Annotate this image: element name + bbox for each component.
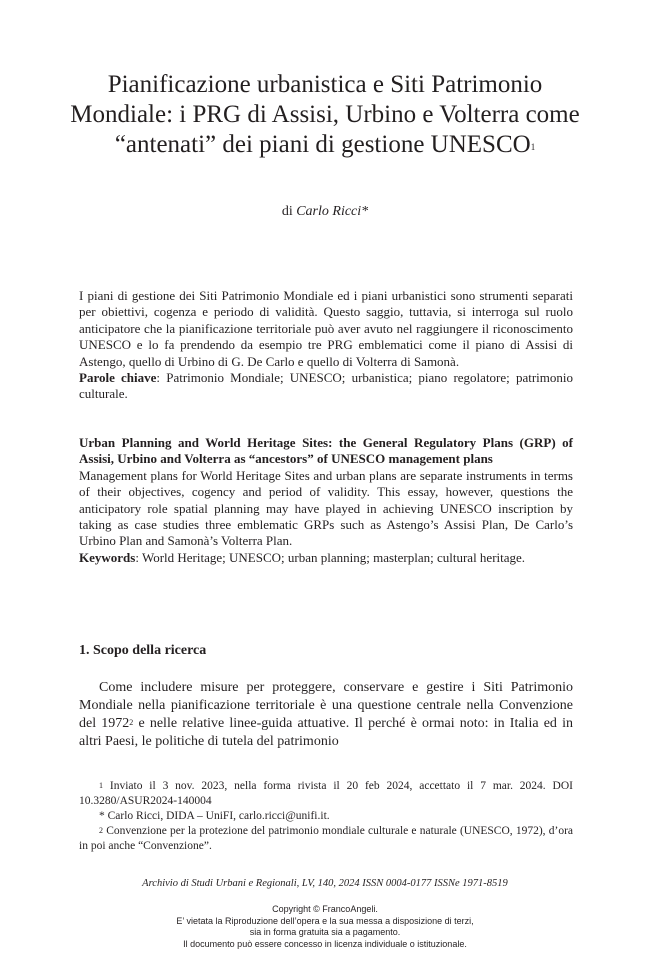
abstract-it-text: I piani di gestione dei Siti Patrimonio Mondiale ed i piani urbanistici sono strumenti separati per obiettivi, cogenza e periodo di validità. Questo saggio, tuttavia, si interroga sul ruolo anticipatore che la pianificazione territoriale può aver avuto nel raggiungere il riconoscimento UNESCO e lo fa prendendo da esempio tre PRG emblematici come il piano di Assisi di Astengo, quello di Urbino di G. De Carlo e quello di Volterra di Samonà. [79, 288, 573, 369]
section-heading: 1. Scopo della ricerca [79, 643, 207, 658]
copyright-line: Copyright © FrancoAngeli. [272, 904, 378, 914]
footnotes [79, 779, 573, 854]
footnote-2-number: 2 [99, 826, 103, 835]
copyright-line: E’ vietata la Riproduzione dell’opera e la sua messa a disposizione di terzi, [176, 915, 474, 926]
article-title-text: Pianificazione urbanistica e Siti Patrimonio Mondiale: i PRG di Assisi, Urbino e Volterra come “antenati” dei piani di gestione UNESCO [70, 71, 580, 158]
keywords-it: : Patrimonio Mondiale; UNESCO; urbanistica; piano regolatore; patrimonio culturale. [79, 370, 573, 402]
body-text-after: e nelle relative linee-guida attuative. Il perché è ormai noto: in Italia ed in altri Paesi, le politiche di tutela del patrimonio [79, 716, 573, 749]
title-footnote-ref[interactable]: 1 [530, 142, 536, 152]
byline [0, 204, 650, 220]
journal-citation: Archivio di Studi Urbani e Regionali, LV, 140, 2024 ISSN 0004-0177 ISSNe 1971-8519 [142, 878, 508, 889]
author-name: Carlo Ricci* [296, 204, 369, 219]
footnote-author: * Carlo Ricci, DIDA – UniFI, carlo.ricci@unifi.it. [99, 810, 330, 822]
footnote-1-number: 1 [99, 781, 103, 790]
abstract-italian [79, 288, 573, 403]
body-text-before: Come includere misure per proteggere, conservare e gestire i Siti Patrimonio Mondiale nella pianificazione territoriale è una questione centrale nella Convenzione del 1972 [79, 680, 573, 731]
footnote-2 [79, 824, 573, 854]
abstract-english [79, 435, 573, 566]
keywords-en: : World Heritage; UNESCO; urban planning; masterplan; cultural heritage. [135, 549, 526, 565]
footnote-1 [79, 779, 573, 809]
english-title: Urban Planning and World Heritage Sites: the General Regulatory Plans (GRP) of Assisi, Urbino and Volterra as “ancestors” of UNESCO management plans [79, 435, 573, 467]
byline-prefix: di [281, 204, 293, 219]
abstract-en-text: Management plans for World Heritage Sites and urban plans are separate instruments in terms of their objectives, cogency and period of validity. This essay, however, questions the anticipatory role spatial planning may have played in achieving UNESCO inscription by taking as case studies three emblematic GRPs such as Astengo’s Assisi Plan, De Carlo’s Urbino Plan and Samonà’s Volterra Plan. [79, 467, 573, 549]
footnote-1-text: Inviato il 3 nov. 2023, nella forma rivista il 20 feb 2024, accettato il 7 mar. 2024. DOI 10.3280/ASUR2024-140004 [79, 780, 573, 807]
article-title [70, 70, 580, 160]
footnote-ref-2[interactable]: 2 [129, 718, 134, 727]
copyright-notice [0, 904, 650, 950]
copyright-line: sia in forma gratuita sia a pagamento. [249, 927, 401, 937]
keywords-it-label: Parole chiave [79, 370, 157, 386]
keywords-en-label: Keywords [79, 549, 136, 565]
footnote-2-text: Convenzione per la protezione del patrimonio mondiale culturale e naturale (UNESCO, 1972), d’ora in poi anche “Convenzione”. [79, 825, 573, 852]
body-paragraph [79, 679, 573, 751]
copyright-line: Il documento può essere concesso in licenza individuale o istituzionale. [183, 938, 467, 949]
